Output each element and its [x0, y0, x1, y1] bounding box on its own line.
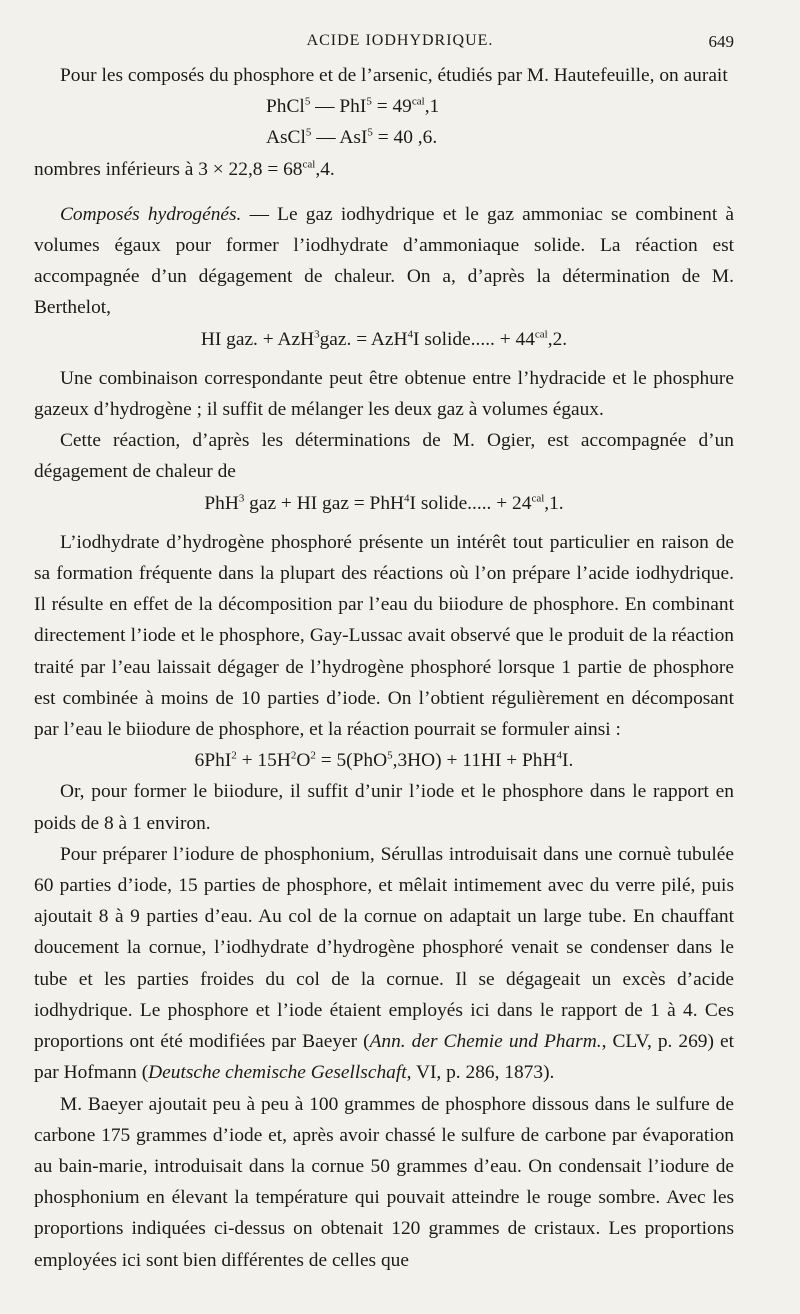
paragraph-combinaison: Une combinaison correspondante peut être obtenue entre l’hydracide et le phosphure gazeux d’hydrogène ; il suffit de mélanger les deux gaz à volumes égaux.	[34, 367, 734, 421]
equation-iodure-phosphonium: PhH$^3$ gaz + HI gaz = PhH$^4$I solide..... + $24^{cal},1$.	[204, 492, 564, 514]
running-title: ACIDE IODHYDRIQUE.	[306, 32, 494, 49]
citation-annalen: Ann. der Chemie und Pharm.	[369, 1031, 602, 1053]
paragraph-composes-hydrogenes: Composés hydrogénés. — Le gaz iodhydrique et le gaz ammoniac se combinent à volumes égaux pour former l’iodhydrate d’ammoniaque solide. La réaction est accompagnée d’un dégagement de chaleur. On a, d’après la détermination de M. Berthelot,	[34, 203, 734, 319]
equation-phosphore-chlorure: PhCl$^5$ — $PhI^5 = 49^{cal},1$	[266, 95, 440, 118]
page-number: 649	[708, 32, 734, 51]
paragraph-biiodure-rapport: Or, pour former le biiodure, il suffit d’unir l’iode et le phosphore dans le rapport en poids de 8 à 1 environ.	[34, 781, 734, 834]
citation-berichte: Deutsche chemische Gesellschaft	[148, 1062, 407, 1084]
running-header	[0, 32, 800, 56]
paragraph-iodhydrate-phosphore: L’iodhydrate d’hydrogène phosphoré présente un intérêt tout particulier en raison de sa formation fréquente dans la plupart des réactions où l’on prépare l’acide iodhydrique. Il résulte en effet de la décomposition par l’eau du biiodure de phosphore. En combinant directement l’iode et le phosphore, Gay-Lussac avait observé que le produit de la réaction traité par l’eau laissait dégager de l’hydrogène phosphoré lorsque 1 partie de phosphore est combinée à moins de 10 parties d’iode. On l’obtient régulièrement en décomposant par l’eau le biiodure de phosphore, et la réaction pourrait se formuler ainsi :	[34, 531, 734, 741]
paragraph-ogier: Cette réaction, d’après les déterminations de M. Ogier, est accompagnée d’un dégagement de chaleur de	[34, 430, 734, 483]
paragraph-hautefeuille: Pour les composés du phosphore et de l’arsenic, étudiés par M. Hautefeuille, on aurait	[60, 65, 728, 86]
equation-arsenic-chlorure: AsCl$^5$ — AsI$^5$ = 40 ,6.	[266, 126, 438, 149]
paragraph-serullas: Pour préparer l’iodure de phosphonium, Sérullas introduisait dans une cornuè tubulée 60 parties d’iode, 15 parties de phosphore, et mêlait intimement avec du verre pilé, puis ajoutait 8 à 9 parties d’eau. Au col de la cornue on adaptait un large tube. En chauffant doucement la cornue, l’iodhydrate d’hydrogène phosphoré venait se condenser dans le tube et les parties froides du col de la cornue. Il se dégageait un excès d’acide iodhydrique. Le phosphore et l’iode étaient employés ici dans le rapport de 1 à 4. Ces proportions ont été modifiées par Baeyer (Ann. der Chemie und Pharm., CLV, p. 269) et par Hofmann (Deutsche chemische Gesellschaft, VI, p. 286, 1873).	[34, 843, 734, 1084]
paragraph-nombres: nombres inférieurs à $3 \times 22,8 = 68^{cal},4$.	[34, 158, 335, 180]
paragraph-baeyer: M. Baeyer ajoutait peu à peu à 100 grammes de phosphore dissous dans le sulfure de carbone 175 grammes d’iode et, après avoir chassé le sulfure de carbone par évaporation au bain-marie, introduisait dans la cornue 50 grammes d’eau. On condensait l’iodure de phosphonium en élevant la température qui pouvait atteindre le rouge sombre. Avec les proportions indiquées ci-dessus on obtenait 120 grammes de cristaux. Les proportions employées ici sont bien différentes de celles que	[34, 1093, 734, 1271]
section-heading: Composés hydrogénés.	[60, 203, 242, 225]
body-text	[34, 60, 734, 1276]
equation-iodhydrate-ammoniaque: HI gaz. + AzH$^3$gaz. = AzH$^4$I solide..... + $44^{cal},2$.	[200, 328, 568, 350]
equation-biiodure: $6PhI^2 + 15H^2O^2 = 5(PhO^5,3HO) + 11HI + PhH^4I$.	[194, 749, 574, 772]
